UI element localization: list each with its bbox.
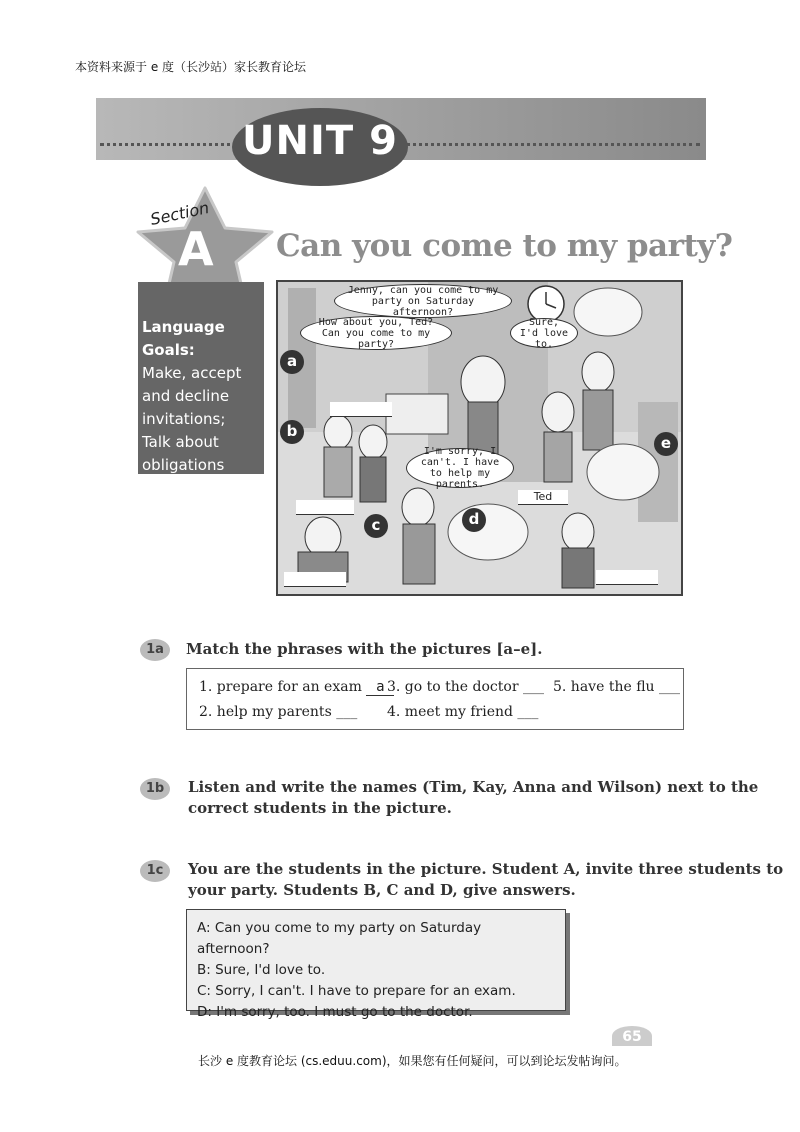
- page-number: 65: [612, 1026, 652, 1046]
- goal-line: Make, accept: [142, 364, 242, 382]
- speech-bubble-jenny: Jenny, can you come to my party on Saturday afternoon?: [334, 284, 512, 318]
- phrase-4: 4. meet my friend ___: [387, 704, 539, 720]
- picture-marker-c: c: [364, 514, 388, 538]
- language-goals-box: [138, 282, 264, 474]
- instruction-1a: Match the phrases with the pictures [a–e].: [186, 640, 543, 658]
- section-letter: A: [178, 222, 214, 276]
- party-illustration: [276, 280, 683, 596]
- dialogue-line-d: D: I'm sorry, too. I must go to the doctor.: [197, 1004, 473, 1020]
- phrase-3: 3. go to the doctor ___: [387, 679, 544, 695]
- section-word: Section: [148, 198, 211, 229]
- name-blank[interactable]: [284, 572, 346, 587]
- speech-bubble-sure: Sure, I'd love to.: [510, 318, 578, 348]
- name-blank[interactable]: [330, 402, 392, 417]
- goals-heading: Language Goals:: [142, 318, 225, 359]
- goal-line: invitations;: [142, 410, 226, 428]
- picture-marker-d: d: [462, 508, 486, 532]
- phrase-2: 2. help my parents ___: [199, 704, 358, 720]
- phrase-box: [186, 668, 684, 730]
- header-note: 本资料来源于 e 度（长沙站）家长教育论坛: [75, 60, 307, 74]
- goal-line: Talk about: [142, 433, 219, 451]
- footer-note: 长沙 e 度教育论坛 (cs.eduu.com)，如果您有任何疑问，可以到论坛发帖询问。: [198, 1054, 627, 1068]
- answer-blank[interactable]: a: [366, 679, 394, 696]
- speech-bubble-ted: How about you, Ted? Can you come to my party?: [300, 316, 452, 350]
- name-label-ted: Ted: [518, 490, 568, 505]
- instruction-1b: Listen and write the names (Tim, Kay, Anna and Wilson) next to the correct students in the picture.: [188, 778, 759, 817]
- name-blank[interactable]: [596, 570, 658, 585]
- instruction-1c: You are the students in the picture. Student A, invite three students to your party. Students B, C and D, give answers.: [188, 860, 784, 899]
- picture-marker-b: b: [280, 420, 304, 444]
- dialogue-line-b: B: Sure, I'd love to.: [197, 962, 326, 978]
- exercise-badge-1c: 1c: [140, 860, 170, 882]
- picture-marker-a: a: [280, 350, 304, 374]
- goal-line: and decline: [142, 387, 230, 405]
- exercise-badge-1b: 1b: [140, 778, 170, 800]
- exercise-badge-1a: 1a: [140, 639, 170, 661]
- lesson-title: Can you come to my party?: [276, 228, 733, 264]
- dialogue-line-c: C: Sorry, I can't. I have to prepare for an exam.: [197, 983, 516, 999]
- picture-marker-e: e: [654, 432, 678, 456]
- phrase-5: 5. have the flu ___: [553, 679, 680, 695]
- unit-label: UNIT 9: [242, 118, 398, 164]
- dialogue-box: [186, 909, 566, 1020]
- phrase-1: 1. prepare for an exam a: [199, 679, 394, 696]
- dialogue-line-a: A: Can you come to my party on Saturday afternoon?: [197, 920, 482, 957]
- speech-bubble-sorry: I'm sorry, I can't. I have to help my parents.: [406, 448, 514, 488]
- name-blank[interactable]: [296, 500, 354, 515]
- goal-line: obligations: [142, 456, 225, 474]
